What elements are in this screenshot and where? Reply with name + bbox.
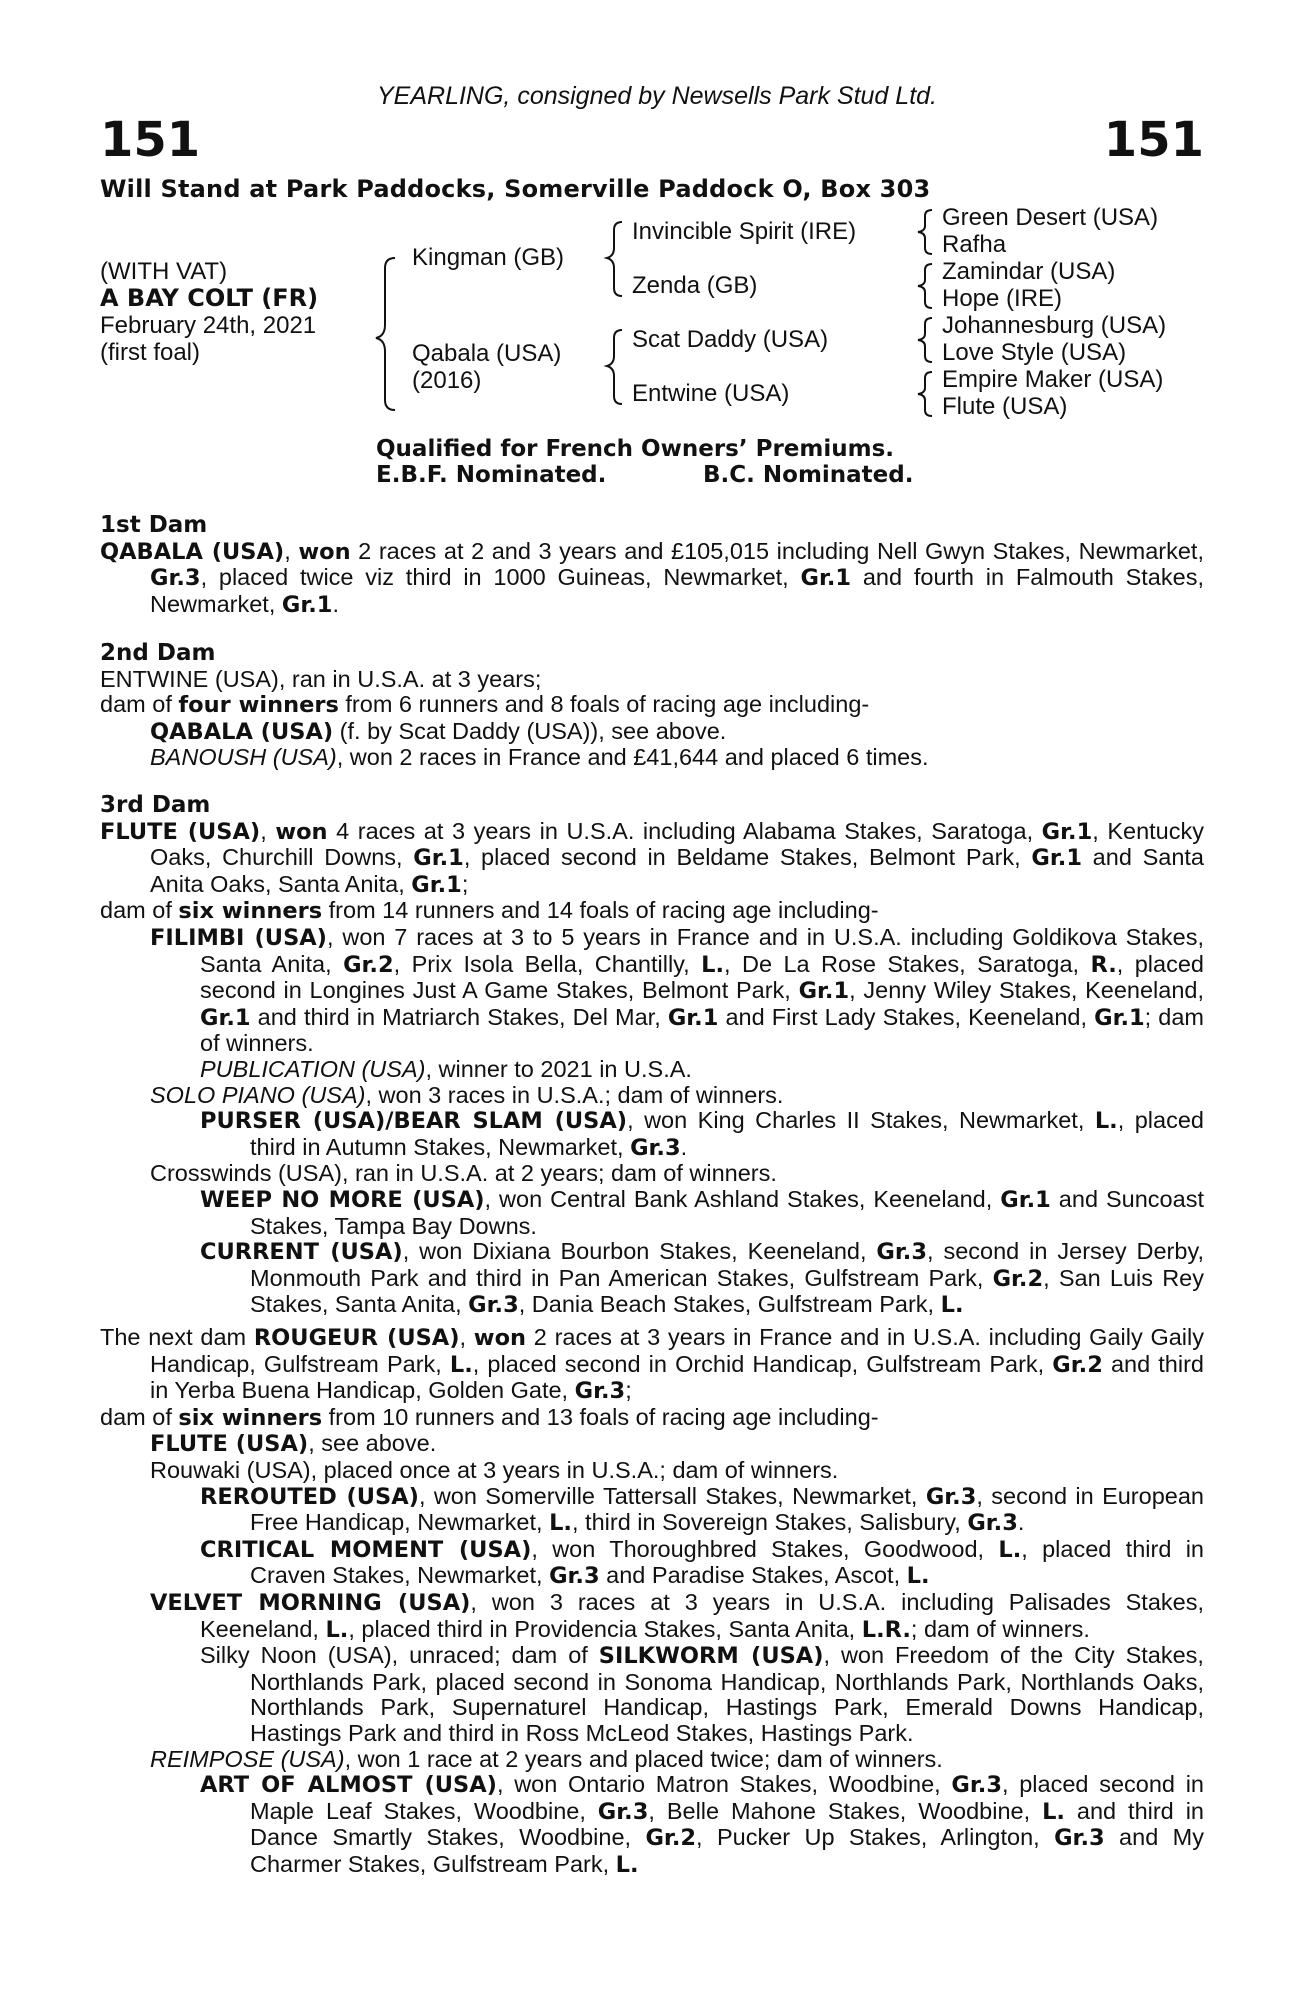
bc-note: B.C. Nominated. <box>703 462 914 488</box>
section-heading: 3rd Dam <box>100 792 211 818</box>
produce-entry: BANOUSH (USA), won 2 races in France and £41,644 and placed 6 times. <box>150 744 929 771</box>
produce-summary: dam of six winners from 14 runners and 14 foals of racing age including- <box>100 897 879 925</box>
gen4-name: Zamindar (USA) <box>942 258 1116 285</box>
ebf-note: E.B.F. Nominated. <box>376 462 607 488</box>
premiums-note: Qualified for French Owners’ Premiums. <box>376 436 895 462</box>
sire-name: Kingman (GB) <box>412 244 565 271</box>
gen4-name: Green Desert (USA) <box>942 204 1159 231</box>
horse-name: A BAY COLT (FR) <box>100 284 319 312</box>
section-heading: 1st Dam <box>100 512 208 538</box>
gen4-name: Love Style (USA) <box>942 339 1127 366</box>
produce-summary: dam of six winners from 10 runners and 13 foals of racing age including- <box>100 1403 879 1431</box>
produce-entry: QABALA (USA) (f. by Scat Daddy (USA)), see above. <box>150 717 727 745</box>
produce-entry: REROUTED (USA), won Somerville Tattersall Stakes, Newmarket, Gr.3, second in European Free Handicap, Newmarket, L., third in Sovereign Stakes, Salisbury, Gr.3. <box>200 1482 1204 1537</box>
consignor-line: YEARLING, consigned by Newsells Park Stud Ltd. <box>377 82 937 110</box>
gen3-name: Entwine (USA) <box>632 380 790 407</box>
gen4-name: Rafha <box>942 231 1007 258</box>
produce-entry: PUBLICATION (USA), winner to 2021 in U.S.A. <box>200 1055 692 1082</box>
dam-name: Qabala (USA) <box>412 340 562 367</box>
dam-entry: FLUTE (USA), won 4 races at 3 years in U.S.A. including Alabama Stakes, Saratoga, Gr.1, Kentucky Oaks, Churchill Downs, Gr.1, placed second in Beldame Stakes, Belmont Park, Gr.1 and Santa Anita Oaks, Santa Anita, Gr.1; <box>100 817 1204 898</box>
second-dam-section <box>100 640 1204 771</box>
dam-entry: QABALA (USA), won 2 races at 2 and 3 years and £105,015 including Nell Gwyn Stakes, Newmarket, Gr.3, placed twice viz third in 1000 Guineas, Newmarket, Gr.1 and fourth in Falmouth Stakes, Newmarket, Gr.1. <box>100 537 1204 618</box>
stand-location: Will Stand at Park Paddocks, Somerville Paddock O, Box 303 <box>100 175 931 203</box>
dam-entry: The next dam ROUGEUR (USA), won 2 races at 3 years in France and in U.S.A. including Gaily Gaily Handicap, Gulfstream Park, L., placed second in Orchid Handicap, Gulfstream Park, Gr.2 and third in Yerba Buena Handicap, Golden Gate, Gr.3; <box>100 1324 1204 1405</box>
produce-entry: FLUTE (USA), see above. <box>150 1430 437 1458</box>
pedigree-braces <box>0 0 1314 440</box>
lot-number-left: 151 <box>100 112 201 168</box>
dam-year: (2016) <box>412 367 482 394</box>
foaling-date: February 24th, 2021 <box>100 312 317 339</box>
gen4-name: Empire Maker (USA) <box>942 366 1164 393</box>
produce-entry: CRITICAL MOMENT (USA), won Thoroughbred Stakes, Goodwood, L., placed third in Craven Stakes, Newmarket, Gr.3 and Paradise Stakes, Ascot, L. <box>200 1535 1205 1590</box>
produce-entry: SOLO PIANO (USA), won 3 races in U.S.A.; dam of winners. <box>150 1081 784 1108</box>
gen4-name: Flute (USA) <box>942 393 1068 420</box>
dam-entry: ENTWINE (USA), ran in U.S.A. at 3 years; <box>100 665 542 692</box>
produce-entry: PURSER (USA)/BEAR SLAM (USA), won King Charles II Stakes, Newmarket, L., placed third in Autumn Stakes, Newmarket, Gr.3. <box>200 1107 1204 1161</box>
gen3-name: Scat Daddy (USA) <box>632 326 829 353</box>
gen4-name: Johannesburg (USA) <box>942 312 1167 339</box>
produce-entry: Crosswinds (USA), ran in U.S.A. at 2 years; dam of winners. <box>150 1160 777 1187</box>
third-dam-section <box>100 792 1204 1319</box>
produce-entry: Rouwaki (USA), placed once at 3 years in U.S.A.; dam of winners. <box>150 1456 839 1483</box>
gen3-name: Zenda (GB) <box>632 272 758 299</box>
produce-entry: CURRENT (USA), won Dixiana Bourbon Stakes, Keeneland, Gr.3, second in Jersey Derby, Monmouth Park and third in Pan American Stakes, Gulfstream Park, Gr.2, San Luis Rey Stakes, Santa Anita, Gr.3, Dania Beach Stakes, Gulfstream Park, L. <box>200 1238 1204 1319</box>
produce-entry: VELVET MORNING (USA), won 3 races at 3 years in U.S.A. including Palisades Stakes, Keeneland, L., placed third in Providencia Stakes, Santa Anita, L.R.; dam of winners. <box>150 1588 1204 1643</box>
produce-summary: dam of four winners from 6 runners and 8 foals of racing age including- <box>100 691 870 719</box>
foal-note: (first foal) <box>100 339 201 366</box>
section-heading: 2nd Dam <box>100 640 216 666</box>
produce-entry: ART OF ALMOST (USA), won Ontario Matron Stakes, Woodbine, Gr.3, placed second in Maple Leaf Stakes, Woodbine, Gr.3, Belle Mahone Stakes, Woodbine, L. and third in Dance Smartly Stakes, Woodbine, Gr.2, Pucker Up Stakes, Arlington, Gr.3 and My Charmer Stakes, Gulfstream Park, L. <box>200 1771 1205 1878</box>
first-dam-section <box>100 512 1204 618</box>
produce-entry: REIMPOSE (USA), won 1 race at 2 years and placed twice; dam of winners. <box>150 1745 943 1772</box>
next-dam-section <box>100 1325 1204 1878</box>
gen3-name: Invincible Spirit (IRE) <box>632 218 857 245</box>
vat-note: (WITH VAT) <box>100 258 228 285</box>
produce-entry: Silky Noon (USA), unraced; dam of SILKWORM (USA), won Freedom of the City Stakes, Northlands Park, placed second in Sonoma Handicap, Northlands Park, Northlands Oaks, Northlands Park, Supernaturel Handicap, Hastings Park, Emerald Downs Handicap, Hastings Park and third in Ross McLeod Stakes, Hastings Park. <box>200 1642 1204 1746</box>
gen4-name: Hope (IRE) <box>942 285 1063 312</box>
lot-number-right: 151 <box>1103 112 1204 168</box>
produce-entry: WEEP NO MORE (USA), won Central Bank Ashland Stakes, Keeneland, Gr.1 and Suncoast Stakes, Tampa Bay Downs. <box>200 1185 1204 1239</box>
produce-entry: FILIMBI (USA), won 7 races at 3 to 5 years in France and in U.S.A. including Goldikova Stakes, Santa Anita, Gr.2, Prix Isola Bella, Chantilly, L., De La Rose Stakes, Saratoga, R., placed second in Longines Just A Game Stakes, Belmont Park, Gr.1, Jenny Wiley Stakes, Keeneland, Gr.1 and third in Matriarch Stakes, Del Mar, Gr.1 and First Lady Stakes, Keeneland, Gr.1; dam of winners. <box>150 923 1205 1057</box>
